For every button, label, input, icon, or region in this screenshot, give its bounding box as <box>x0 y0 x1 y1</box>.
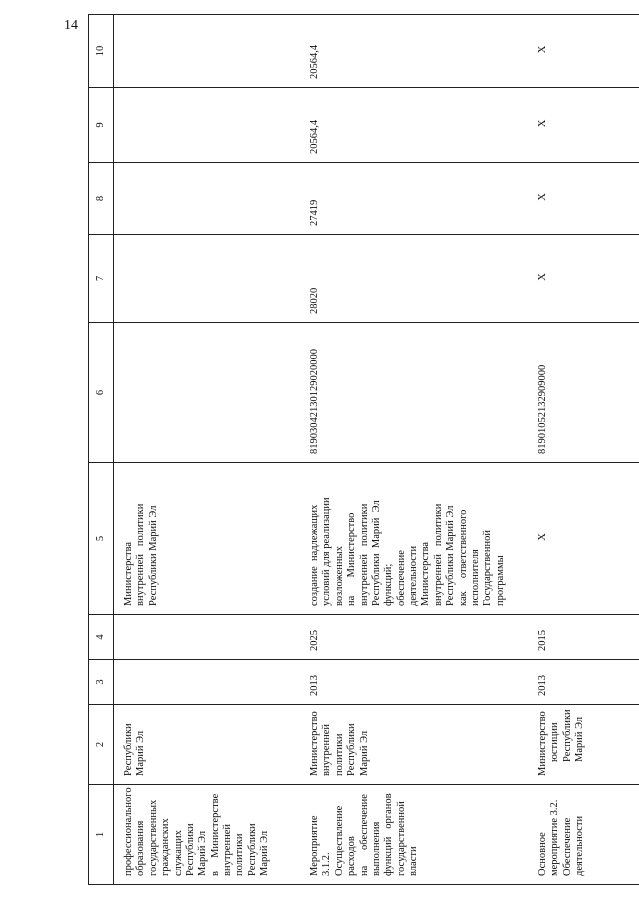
cell-program-name: Мероприятие 3.1.2. Осуществление расходов на обеспечение выполнения функций органов государственной власти <box>299 785 527 885</box>
cell-expected-result: Министерства внутренней политики Республики Марий Эл <box>114 463 300 615</box>
cell-budget-code: 81901052132909000 <box>527 323 639 463</box>
cell-start-year <box>114 660 300 705</box>
cell-col-7: X <box>527 235 639 323</box>
header-col-7: 7 <box>89 235 114 323</box>
header-col-8: 8 <box>89 163 114 235</box>
header-col-5: 5 <box>89 463 114 615</box>
table-row <box>527 15 639 885</box>
cell-start-year: 2013 <box>299 660 527 705</box>
cell-col-10: 20564,4 <box>299 15 527 88</box>
cell-col-8 <box>114 163 300 235</box>
program-table <box>88 14 639 885</box>
cell-end-year: 2015 <box>527 615 639 660</box>
header-col-9: 9 <box>89 88 114 163</box>
page-number: 14 <box>64 18 78 33</box>
header-row <box>89 15 114 885</box>
cell-col-8: 27419 <box>299 163 527 235</box>
cell-executor: Министерство юстиции Республики Марий Эл <box>527 705 639 785</box>
cell-col-9: X <box>527 88 639 163</box>
cell-end-year: 2025 <box>299 615 527 660</box>
cell-col-10 <box>114 15 300 88</box>
cell-executor: Министерство внутренней политики Республики Марий Эл <box>299 705 527 785</box>
cell-col-7 <box>114 235 300 323</box>
cell-budget-code <box>114 323 300 463</box>
header-col-4: 4 <box>89 615 114 660</box>
cell-end-year <box>114 615 300 660</box>
cell-col-8: X <box>527 163 639 235</box>
table-row <box>299 15 527 885</box>
cell-expected-result: создание надлежащих условий для реализации возложенных на Министерство внутренней политики Республики Марий Эл функций; обеспечение деятельности Министерства внутренней политики Республики Марий Эл как ответственного исполнителя Государственной программы <box>299 463 527 615</box>
cell-col-7: 28020 <box>299 235 527 323</box>
cell-program-name: Основное мероприятие 3.2. Обеспечение деятельности <box>527 785 639 885</box>
header-col-10: 10 <box>89 15 114 88</box>
cell-start-year: 2013 <box>527 660 639 705</box>
cell-col-10: X <box>527 15 639 88</box>
table-row <box>114 15 300 885</box>
header-col-3: 3 <box>89 660 114 705</box>
rotated-table-sheet <box>88 15 628 885</box>
cell-executor: Республики Марий Эл <box>114 705 300 785</box>
cell-budget-code: 81903042130129020000 <box>299 323 527 463</box>
cell-program-name: профессионального образования государственных гражданских служащих Республики Марий Эл в Министерстве внутренней политики Республики Марий Эл <box>114 785 300 885</box>
cell-col-9 <box>114 88 300 163</box>
header-col-1: 1 <box>89 785 114 885</box>
cell-col-9: 20564,4 <box>299 88 527 163</box>
header-col-6: 6 <box>89 323 114 463</box>
header-col-2: 2 <box>89 705 114 785</box>
cell-expected-result: X <box>527 463 639 615</box>
